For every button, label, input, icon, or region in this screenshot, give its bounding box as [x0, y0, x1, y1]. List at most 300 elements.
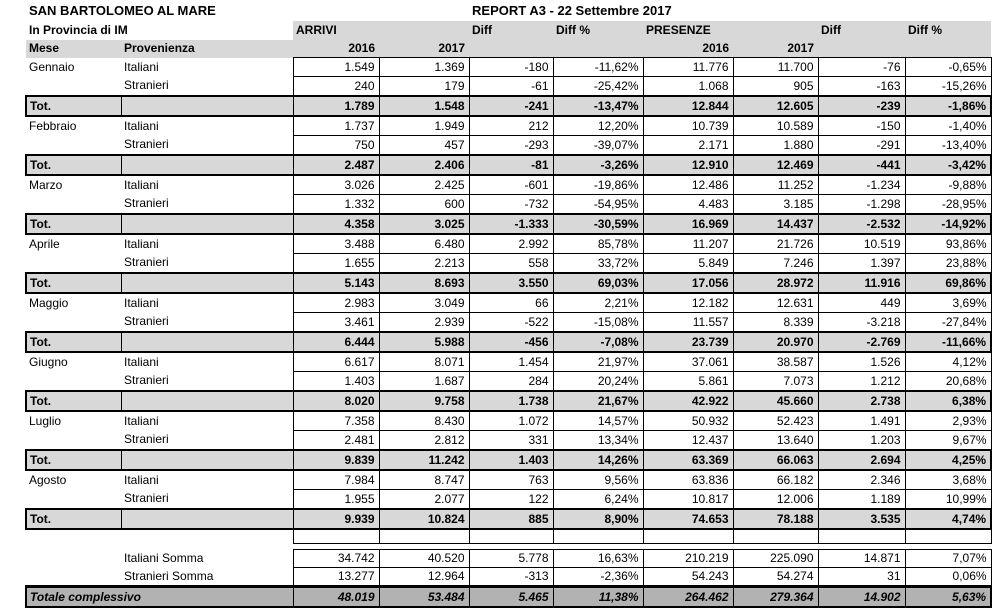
value-cell: 558 — [469, 254, 553, 274]
report-location-title: SAN BARTOLOMEO AL MARE — [29, 3, 216, 19]
value-cell: 179 — [379, 77, 469, 97]
value-cell: 11.252 — [733, 175, 818, 195]
totale-value-cell: 53.484 — [379, 587, 469, 608]
value-cell: -3.218 — [818, 313, 905, 333]
italiani-somma-value-cell: 14.871 — [818, 550, 905, 568]
month-label: Luglio — [29, 413, 62, 428]
provenance-label: Italiani — [124, 236, 159, 251]
tot-value-cell: 2.694 — [818, 450, 905, 470]
value-cell: -291 — [818, 136, 905, 156]
value-cell: 5.861 — [643, 372, 733, 392]
totale-value-cell: 279.364 — [733, 587, 818, 608]
value-cell: -76 — [818, 58, 905, 77]
tot-value-cell: -241 — [469, 96, 553, 116]
value-cell: 5.849 — [643, 254, 733, 274]
value-cell: -19,86% — [553, 175, 643, 195]
tot-value-cell: 6.444 — [293, 332, 379, 352]
header-provenienza: Provenienza — [121, 40, 293, 58]
value-cell: -9,88% — [905, 175, 991, 195]
stranieri-somma-value-cell: 12.964 — [379, 568, 469, 587]
tot-value-cell: 66.063 — [733, 450, 818, 470]
value-cell: -1,40% — [905, 116, 991, 136]
value-cell: 13,34% — [553, 431, 643, 451]
value-cell: 3,68% — [905, 470, 991, 490]
value-cell: 9,56% — [553, 470, 643, 490]
value-cell: 457 — [379, 136, 469, 156]
title-spacer — [293, 2, 469, 21]
value-cell: 4,12% — [905, 352, 991, 372]
provenance-label: Stranieri — [124, 137, 169, 152]
value-cell: 1.454 — [469, 352, 553, 372]
value-cell: 8.747 — [379, 470, 469, 490]
value-cell: -27,84% — [905, 313, 991, 333]
month-label-spacer — [26, 313, 121, 333]
month-label: Febbraio — [29, 118, 77, 133]
value-cell: 11.557 — [643, 313, 733, 333]
provenance-label: Stranieri — [124, 373, 169, 388]
header-presenze: PRESENZE — [643, 21, 818, 40]
provenance-label: Italiani — [124, 118, 159, 133]
value-cell: 905 — [733, 77, 818, 97]
value-cell: -28,95% — [905, 195, 991, 215]
value-cell: 1.397 — [818, 254, 905, 274]
value-cell: 1.880 — [733, 136, 818, 156]
tot-label: Tot. — [26, 509, 121, 529]
tot-value-cell: 28.972 — [733, 273, 818, 293]
value-cell: 10,99% — [905, 490, 991, 510]
value-cell: 11.207 — [643, 234, 733, 254]
somma-spacer — [26, 568, 121, 587]
value-cell: 8.071 — [379, 352, 469, 372]
month-label-spacer — [26, 431, 121, 451]
value-cell: 7.358 — [293, 411, 379, 431]
value-cell: 12.631 — [733, 293, 818, 313]
empty-value-cell — [469, 529, 553, 544]
tot-value-cell: -81 — [469, 155, 553, 175]
italiani-somma-value-cell: 16,63% — [553, 550, 643, 568]
empty-value-cell — [553, 529, 643, 544]
header-presenze-2016: 2016 — [643, 40, 733, 58]
tot-value-cell: 8.693 — [379, 273, 469, 293]
tot-value-cell: 12.605 — [733, 96, 818, 116]
header-arrivi-2017: 2017 — [379, 40, 469, 58]
value-cell: 12.486 — [643, 175, 733, 195]
tot-value-cell: -239 — [818, 96, 905, 116]
value-cell: -601 — [469, 175, 553, 195]
stranieri-somma-value-cell: -2,36% — [553, 568, 643, 587]
value-cell: 93,86% — [905, 234, 991, 254]
provenance-label: Italiani — [124, 177, 159, 192]
tot-value-cell: 20.970 — [733, 332, 818, 352]
value-cell: 20,24% — [553, 372, 643, 392]
value-cell: -61 — [469, 77, 553, 97]
value-cell: 23,88% — [905, 254, 991, 274]
italiani-somma-value-cell: 34.742 — [293, 550, 379, 568]
header-arrivi-diff-pct: Diff % — [553, 21, 643, 40]
value-cell: 2.992 — [469, 234, 553, 254]
value-cell: -293 — [469, 136, 553, 156]
value-cell: 331 — [469, 431, 553, 451]
empty-value-cell — [818, 529, 905, 544]
value-cell: -54,95% — [553, 195, 643, 215]
tot-empty-cell — [121, 96, 293, 116]
tot-value-cell: 9.758 — [379, 391, 469, 411]
provenance-label: Italiani — [124, 472, 159, 487]
value-cell: 284 — [469, 372, 553, 392]
value-cell: 12.182 — [643, 293, 733, 313]
italiani-somma-value-cell: 7,07% — [905, 550, 991, 568]
empty-value-cell — [733, 529, 818, 544]
tot-value-cell: 12.469 — [733, 155, 818, 175]
tot-value-cell: 4,74% — [905, 509, 991, 529]
value-cell: 33,72% — [553, 254, 643, 274]
value-cell: -180 — [469, 58, 553, 77]
italiani-somma-value-cell: 210.219 — [643, 550, 733, 568]
stranieri-somma-value-cell: 31 — [818, 568, 905, 587]
provenance-label: Stranieri — [124, 432, 169, 447]
value-cell: -1.234 — [818, 175, 905, 195]
value-cell: 3.185 — [733, 195, 818, 215]
value-cell: 8.339 — [733, 313, 818, 333]
value-cell: 1.212 — [818, 372, 905, 392]
value-cell: 1.203 — [818, 431, 905, 451]
empty-cell — [26, 529, 121, 544]
totale-value-cell: 5,63% — [905, 587, 991, 608]
value-cell: 12,20% — [553, 116, 643, 136]
value-cell: 3.488 — [293, 234, 379, 254]
value-cell: 212 — [469, 116, 553, 136]
value-cell: 6,24% — [553, 490, 643, 510]
value-cell: 14,57% — [553, 411, 643, 431]
tot-value-cell: 2.487 — [293, 155, 379, 175]
report-title: REPORT A3 - 22 Settembre 2017 — [472, 3, 672, 19]
value-cell: 2.213 — [379, 254, 469, 274]
tot-value-cell: 3.025 — [379, 214, 469, 234]
month-label-spacer — [26, 77, 121, 97]
stranieri-somma-value-cell: 54.243 — [643, 568, 733, 587]
value-cell: 66 — [469, 293, 553, 313]
month-label: Agosto — [29, 472, 67, 487]
tot-value-cell: 69,03% — [553, 273, 643, 293]
tot-empty-cell — [121, 332, 293, 352]
value-cell: 1.549 — [293, 58, 379, 77]
report-subtitle: In Provincia di IM — [29, 23, 128, 37]
header-mese: Mese — [26, 40, 121, 58]
tot-value-cell: 14.437 — [733, 214, 818, 234]
empty-value-cell — [379, 529, 469, 544]
month-label: Aprile — [29, 236, 60, 251]
tot-value-cell: 2.406 — [379, 155, 469, 175]
value-cell: 12.006 — [733, 490, 818, 510]
tot-value-cell: 3.535 — [818, 509, 905, 529]
tot-value-cell: 9.939 — [293, 509, 379, 529]
tot-value-cell: 16.969 — [643, 214, 733, 234]
tot-value-cell: 69,86% — [905, 273, 991, 293]
tot-value-cell: 885 — [469, 509, 553, 529]
value-cell: 52.423 — [733, 411, 818, 431]
value-cell: 21.726 — [733, 234, 818, 254]
tot-value-cell: 14,26% — [553, 450, 643, 470]
value-cell: 1.687 — [379, 372, 469, 392]
italiani-somma-value-cell: 225.090 — [733, 550, 818, 568]
value-cell: 750 — [293, 136, 379, 156]
totale-value-cell: 14.902 — [818, 587, 905, 608]
tot-value-cell: -441 — [818, 155, 905, 175]
tot-value-cell: 23.739 — [643, 332, 733, 352]
header-spacer — [905, 40, 991, 58]
tot-value-cell: 78.188 — [733, 509, 818, 529]
value-cell: 7.073 — [733, 372, 818, 392]
totale-value-cell: 11,38% — [553, 587, 643, 608]
tot-label: Tot. — [26, 214, 121, 234]
tot-label: Tot. — [26, 155, 121, 175]
value-cell: 7.246 — [733, 254, 818, 274]
provenance-label: Italiani — [124, 413, 159, 428]
value-cell: 10.817 — [643, 490, 733, 510]
value-cell: -15,08% — [553, 313, 643, 333]
tot-value-cell: 21,67% — [553, 391, 643, 411]
tot-value-cell: 5.988 — [379, 332, 469, 352]
value-cell: 3.461 — [293, 313, 379, 333]
tot-empty-cell — [121, 450, 293, 470]
value-cell: 1.737 — [293, 116, 379, 136]
value-cell: 600 — [379, 195, 469, 215]
provenance-label: Stranieri — [124, 314, 169, 329]
totale-value-cell: 48.019 — [293, 587, 379, 608]
value-cell: 2.939 — [379, 313, 469, 333]
tot-value-cell: -11,66% — [905, 332, 991, 352]
tot-value-cell: -3,42% — [905, 155, 991, 175]
empty-value-cell — [643, 529, 733, 544]
tot-value-cell: 45.660 — [733, 391, 818, 411]
value-cell: 8.430 — [379, 411, 469, 431]
value-cell: 38.587 — [733, 352, 818, 372]
empty-value-cell — [905, 529, 991, 544]
value-cell: 1.332 — [293, 195, 379, 215]
value-cell: 122 — [469, 490, 553, 510]
header-presenze-diff: Diff — [818, 21, 905, 40]
tot-value-cell: 8.020 — [293, 391, 379, 411]
month-label-spacer — [26, 136, 121, 156]
value-cell: 6.617 — [293, 352, 379, 372]
value-cell: -11,62% — [553, 58, 643, 77]
totale-value-cell: 5.465 — [469, 587, 553, 608]
value-cell: 2.171 — [643, 136, 733, 156]
month-label-spacer — [26, 490, 121, 510]
value-cell: 10.739 — [643, 116, 733, 136]
somma-spacer — [26, 550, 121, 568]
tot-value-cell: 5.143 — [293, 273, 379, 293]
header-spacer — [553, 40, 643, 58]
value-cell: -732 — [469, 195, 553, 215]
value-cell: 2.425 — [379, 175, 469, 195]
tot-value-cell: 12.910 — [643, 155, 733, 175]
month-label: Gennaio — [29, 59, 75, 74]
value-cell: 1.068 — [643, 77, 733, 97]
value-cell: 20,68% — [905, 372, 991, 392]
value-cell: 1.369 — [379, 58, 469, 77]
month-label: Maggio — [29, 295, 69, 310]
tot-value-cell: -456 — [469, 332, 553, 352]
tot-label: Tot. — [26, 332, 121, 352]
report-table — [25, 2, 992, 608]
tot-empty-cell — [121, 509, 293, 529]
tot-value-cell: 8,90% — [553, 509, 643, 529]
value-cell: 240 — [293, 77, 379, 97]
stranieri-somma-value-cell: -313 — [469, 568, 553, 587]
header-arrivi-diff: Diff — [469, 21, 553, 40]
value-cell: 10.589 — [733, 116, 818, 136]
value-cell: 3,69% — [905, 293, 991, 313]
value-cell: 1.955 — [293, 490, 379, 510]
tot-value-cell: -2.769 — [818, 332, 905, 352]
tot-value-cell: 1.789 — [293, 96, 379, 116]
value-cell: 449 — [818, 293, 905, 313]
tot-label: Tot. — [26, 96, 121, 116]
value-cell: 1.949 — [379, 116, 469, 136]
tot-value-cell: -14,92% — [905, 214, 991, 234]
provenance-label: Italiani — [124, 354, 159, 369]
tot-empty-cell — [121, 155, 293, 175]
month-label-spacer — [26, 372, 121, 392]
header-spacer — [818, 40, 905, 58]
value-cell: 66.182 — [733, 470, 818, 490]
value-cell: -522 — [469, 313, 553, 333]
value-cell: 2.481 — [293, 431, 379, 451]
provenance-label: Italiani — [124, 59, 159, 74]
value-cell: -15,26% — [905, 77, 991, 97]
tot-empty-cell — [121, 214, 293, 234]
month-label-spacer — [26, 195, 121, 215]
tot-value-cell: 1.548 — [379, 96, 469, 116]
header-presenze-2017: 2017 — [733, 40, 818, 58]
tot-empty-cell — [121, 273, 293, 293]
value-cell: 7.984 — [293, 470, 379, 490]
tot-value-cell: 12.844 — [643, 96, 733, 116]
tot-value-cell: 4,25% — [905, 450, 991, 470]
value-cell: 21,97% — [553, 352, 643, 372]
value-cell: 2.077 — [379, 490, 469, 510]
tot-value-cell: -2.532 — [818, 214, 905, 234]
tot-value-cell: -30,59% — [553, 214, 643, 234]
stranieri-somma-value-cell: 0,06% — [905, 568, 991, 587]
tot-value-cell: -1.333 — [469, 214, 553, 234]
tot-value-cell: -7,08% — [553, 332, 643, 352]
tot-value-cell: -3,26% — [553, 155, 643, 175]
tot-value-cell: 11.242 — [379, 450, 469, 470]
value-cell: 11.700 — [733, 58, 818, 77]
header-arrivi-2016: 2016 — [293, 40, 379, 58]
tot-value-cell: -1,86% — [905, 96, 991, 116]
tot-empty-cell — [121, 391, 293, 411]
value-cell: -163 — [818, 77, 905, 97]
value-cell: 763 — [469, 470, 553, 490]
value-cell: 1.072 — [469, 411, 553, 431]
value-cell: 2,93% — [905, 411, 991, 431]
value-cell: 2.812 — [379, 431, 469, 451]
empty-cell — [121, 529, 293, 544]
tot-label: Tot. — [26, 273, 121, 293]
tot-value-cell: 2.738 — [818, 391, 905, 411]
stranieri-somma-label: Stranieri Somma — [124, 568, 214, 583]
header-spacer — [469, 40, 553, 58]
value-cell: -0,65% — [905, 58, 991, 77]
totale-value-cell: 264.462 — [643, 587, 733, 608]
month-label: Giugno — [29, 354, 68, 369]
value-cell: 1.189 — [818, 490, 905, 510]
tot-label: Tot. — [26, 391, 121, 411]
provenance-label: Stranieri — [124, 196, 169, 211]
value-cell: -150 — [818, 116, 905, 136]
provenance-label: Italiani — [124, 295, 159, 310]
value-cell: -13,40% — [905, 136, 991, 156]
value-cell: -1.298 — [818, 195, 905, 215]
header-arrivi: ARRIVI — [293, 21, 469, 40]
tot-value-cell: 11.916 — [818, 273, 905, 293]
value-cell: 10.519 — [818, 234, 905, 254]
empty-value-cell — [293, 529, 379, 544]
tot-value-cell: 74.653 — [643, 509, 733, 529]
stranieri-somma-value-cell: 13.277 — [293, 568, 379, 587]
value-cell: 85,78% — [553, 234, 643, 254]
stranieri-somma-value-cell: 54.274 — [733, 568, 818, 587]
tot-value-cell: -13,47% — [553, 96, 643, 116]
tot-value-cell: 3.550 — [469, 273, 553, 293]
tot-value-cell: 9.839 — [293, 450, 379, 470]
tot-value-cell: 1.738 — [469, 391, 553, 411]
tot-value-cell: 10.824 — [379, 509, 469, 529]
italiani-somma-value-cell: 40.520 — [379, 550, 469, 568]
value-cell: -39,07% — [553, 136, 643, 156]
header-presenze-diff-pct: Diff % — [905, 21, 991, 40]
value-cell: 2.346 — [818, 470, 905, 490]
tot-value-cell: 4.358 — [293, 214, 379, 234]
value-cell: 37.061 — [643, 352, 733, 372]
value-cell: 1.491 — [818, 411, 905, 431]
value-cell: 6.480 — [379, 234, 469, 254]
italiani-somma-value-cell: 5.778 — [469, 550, 553, 568]
value-cell: 2.983 — [293, 293, 379, 313]
value-cell: 1.403 — [293, 372, 379, 392]
value-cell: 11.776 — [643, 58, 733, 77]
tot-value-cell: 42.922 — [643, 391, 733, 411]
value-cell: 2,21% — [553, 293, 643, 313]
tot-value-cell: 1.403 — [469, 450, 553, 470]
italiani-somma-label: Italiani Somma — [124, 551, 204, 565]
value-cell: -25,42% — [553, 77, 643, 97]
value-cell: 3.026 — [293, 175, 379, 195]
tot-value-cell: 63.369 — [643, 450, 733, 470]
month-label: Marzo — [29, 177, 63, 192]
tot-label: Tot. — [26, 450, 121, 470]
provenance-label: Stranieri — [124, 491, 169, 506]
tot-value-cell: 17.056 — [643, 273, 733, 293]
provenance-label: Stranieri — [124, 255, 169, 270]
month-label-spacer — [26, 254, 121, 274]
provenance-label: Stranieri — [124, 78, 169, 93]
value-cell: 3.049 — [379, 293, 469, 313]
value-cell: 4.483 — [643, 195, 733, 215]
totale-label: Totale complessivo — [26, 587, 293, 608]
value-cell: 63.836 — [643, 470, 733, 490]
value-cell: 1.655 — [293, 254, 379, 274]
value-cell: 12.437 — [643, 431, 733, 451]
tot-value-cell: 6,38% — [905, 391, 991, 411]
value-cell: 13.640 — [733, 431, 818, 451]
value-cell: 50.932 — [643, 411, 733, 431]
value-cell: 9,67% — [905, 431, 991, 451]
report-sheet — [0, 2, 1000, 604]
